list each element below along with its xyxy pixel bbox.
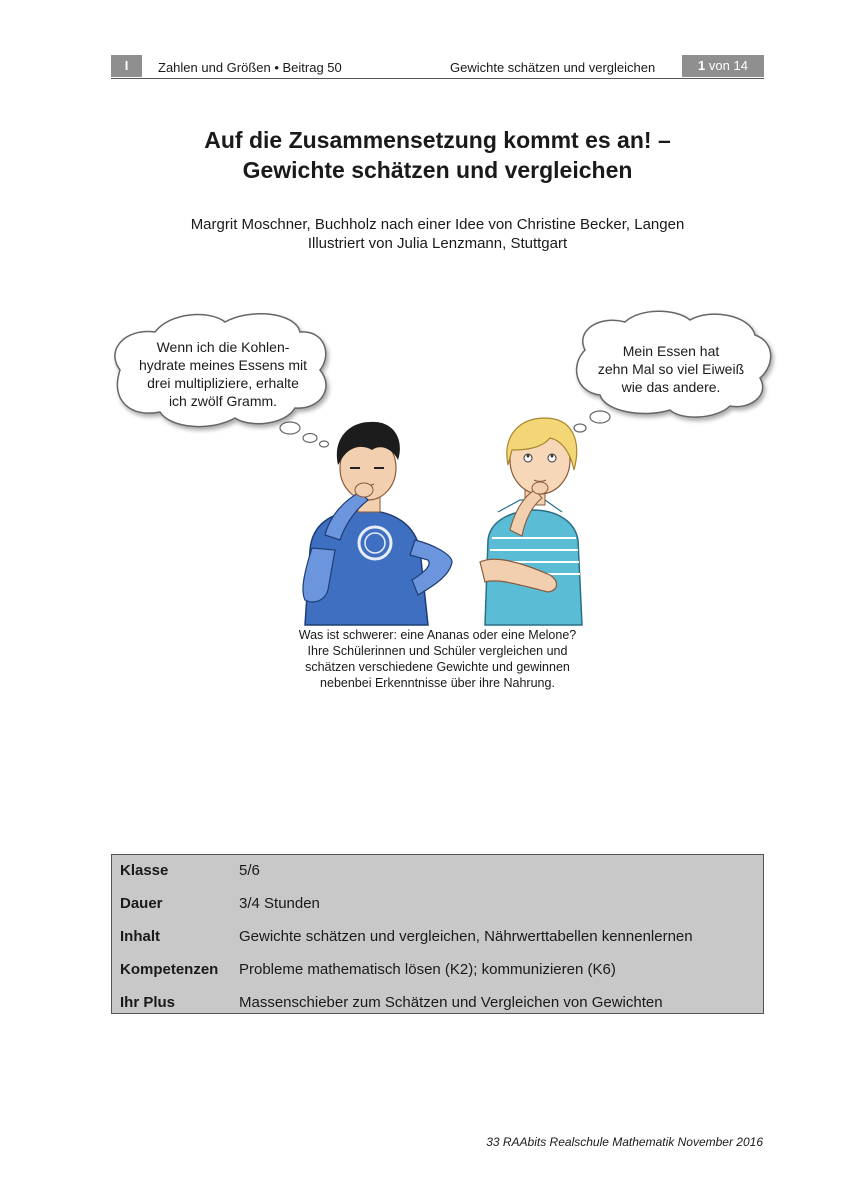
page-total: von 14 <box>708 58 748 73</box>
info-row-kompetenzen <box>112 954 763 987</box>
right-bubble-text <box>576 342 766 396</box>
illustration-caption <box>260 627 615 691</box>
right-bubble-line: Mein Essen hat <box>622 343 720 359</box>
title-line-1: Auf die Zusammensetzung kommt es an! – <box>204 127 671 153</box>
info-value: Massenschieber zum Schätzen und Vergleichen von Gewichten <box>239 994 663 1011</box>
right-bubble-line: wie das andere. <box>621 379 721 395</box>
boy-figure <box>303 422 452 625</box>
info-label: Dauer <box>120 895 163 912</box>
girl-figure <box>480 418 582 625</box>
page-header <box>111 55 764 79</box>
info-label: Ihr Plus <box>120 994 176 1011</box>
info-row-dauer <box>112 888 763 921</box>
page-footer: 33 RAAbits Realschule Mathematik November 2016 <box>486 1135 763 1149</box>
info-value: Probleme mathematisch lösen (K2); kommunizieren (K6) <box>239 961 616 978</box>
info-label: Kompetenzen <box>120 961 219 978</box>
info-value: Gewichte schätzen und vergleichen, Nährwerttabellen kennenlernen <box>239 928 693 945</box>
info-row-inhalt <box>112 921 763 954</box>
info-row-plus <box>112 987 763 1020</box>
series-label: Zahlen und Größen • Beitrag 50 <box>158 60 342 75</box>
left-bubble-line: hydrate meines Essens mit <box>138 357 308 373</box>
right-bubble-line: zehn Mal so viel Eiweiß <box>597 361 745 377</box>
left-bubble-text <box>118 338 328 410</box>
page-title <box>100 125 775 185</box>
title-line-2: Gewichte schätzen und vergleichen <box>242 157 633 183</box>
authors <box>100 215 775 253</box>
author-line: Margrit Moschner, Buchholz nach einer Idee von Christine Becker, Langen <box>190 216 685 233</box>
caption-line: nebenbei Erkenntnisse über ihre Nahrung. <box>320 676 555 690</box>
topic-label: Gewichte schätzen und vergleichen <box>450 60 656 75</box>
section-marker: I <box>111 55 142 77</box>
info-label: Inhalt <box>120 928 160 945</box>
page-indicator <box>682 55 764 77</box>
illustration <box>100 300 780 630</box>
page-current: 1 <box>698 58 706 73</box>
caption-line: Was ist schwerer: eine Ananas oder eine Melone? <box>298 628 577 642</box>
illustrator-line: Illustriert von Julia Lenzmann, Stuttgart <box>307 235 568 252</box>
info-label: Klasse <box>120 862 169 879</box>
caption-line: schätzen verschiedene Gewichte und gewinnen <box>305 660 570 674</box>
left-bubble-line: Wenn ich die Kohlen- <box>156 339 290 355</box>
info-value: 5/6 <box>239 862 260 879</box>
info-value: 3/4 Stunden <box>239 895 320 912</box>
caption-line: Ihre Schülerinnen und Schüler vergleichen und <box>307 644 568 658</box>
info-box <box>111 854 764 1014</box>
left-bubble-line: ich zwölf Gramm. <box>168 393 278 409</box>
info-row-klasse <box>112 855 763 888</box>
left-bubble-line: drei multipliziere, erhalte <box>147 375 299 391</box>
